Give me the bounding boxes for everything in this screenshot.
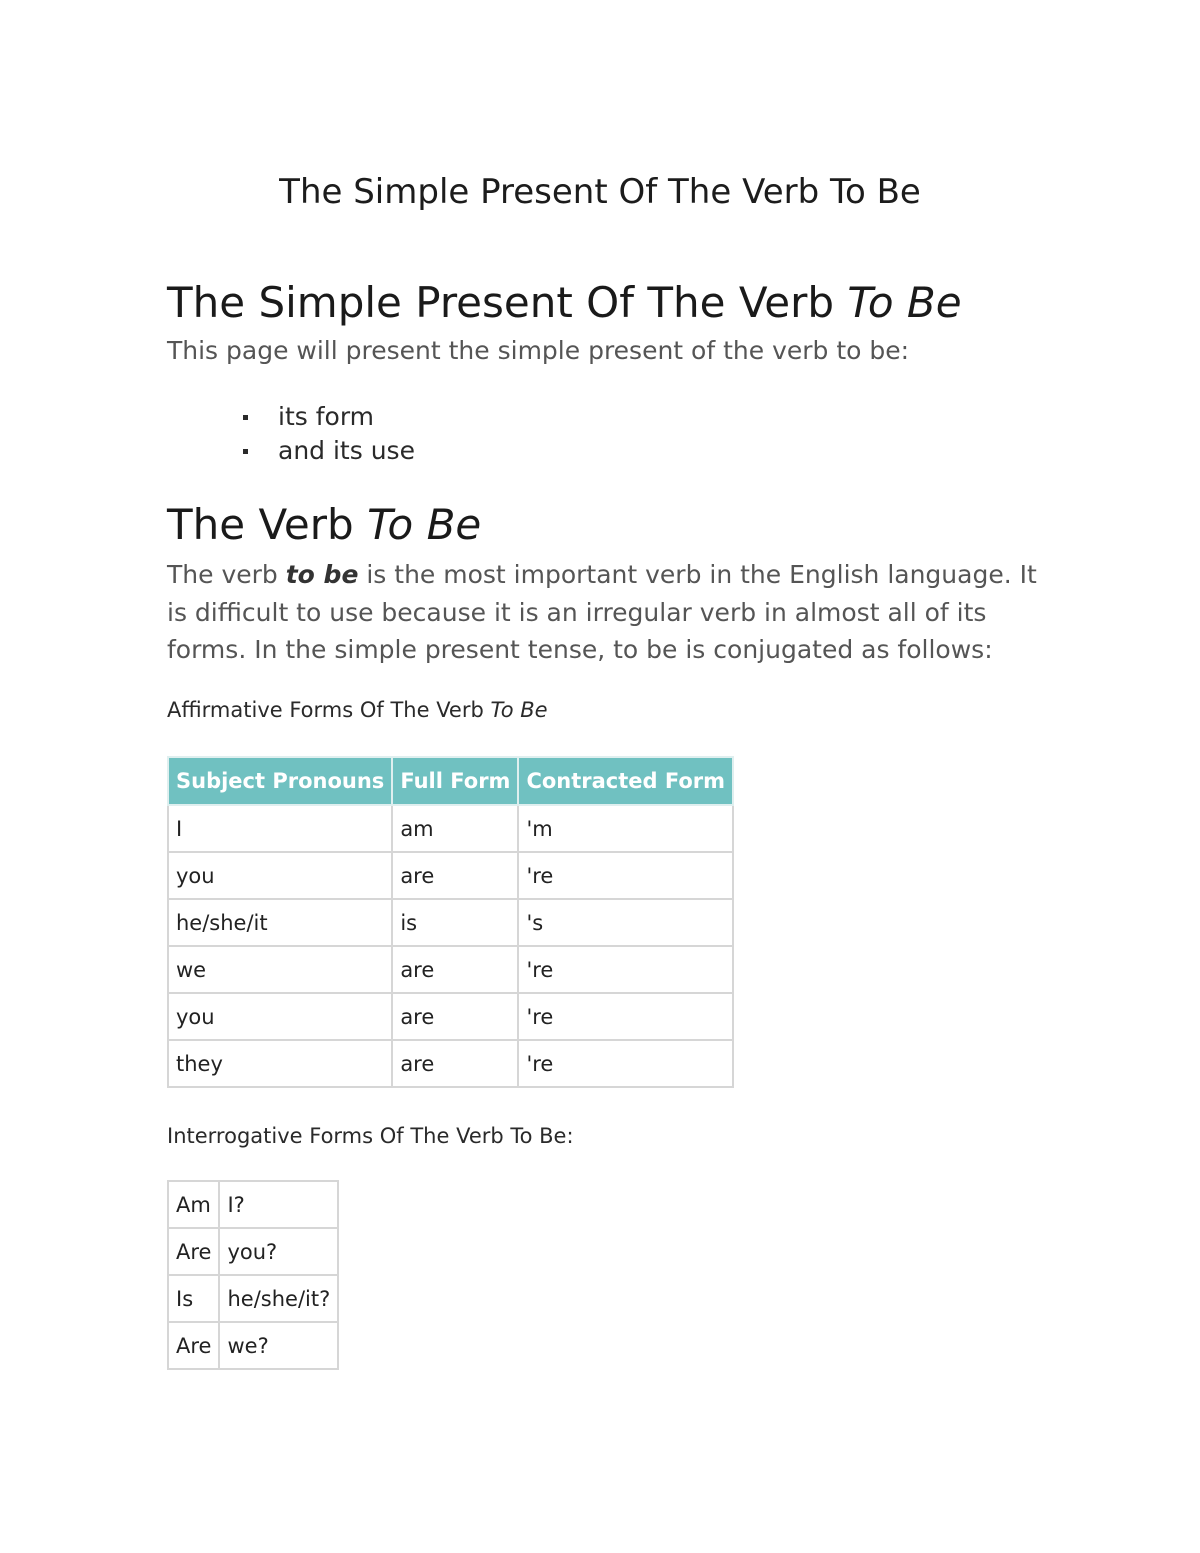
table-cell: is xyxy=(392,899,518,946)
table-cell: are xyxy=(392,946,518,993)
section-heading xyxy=(167,500,481,549)
list-item xyxy=(240,434,415,468)
table-cell: 're xyxy=(518,993,733,1040)
table-row xyxy=(168,899,733,946)
paragraph-after: is the most important verb in the English language. It is difficult to use because it is an irregular verb in almost all of its forms. In the simple present tense, to be is conjugated as follows: xyxy=(167,560,1037,664)
affirmative-table xyxy=(167,756,734,1088)
table-cell: Am xyxy=(168,1181,219,1228)
table-row xyxy=(168,993,733,1040)
main-heading-text: The Simple Present Of The Verb xyxy=(167,278,848,327)
table-row xyxy=(168,1181,338,1228)
table-row xyxy=(168,1322,338,1369)
table-cell: I xyxy=(168,805,392,852)
table-cell: 's xyxy=(518,899,733,946)
page-title: The Simple Present Of The Verb To Be xyxy=(279,172,921,212)
paragraph-emphasis: to be xyxy=(285,560,359,589)
table-cell: Are xyxy=(168,1322,219,1369)
table-cell: 're xyxy=(518,946,733,993)
table-row xyxy=(168,1275,338,1322)
table-cell: he/she/it xyxy=(168,899,392,946)
table-cell: we xyxy=(168,946,392,993)
table-cell: 'm xyxy=(518,805,733,852)
column-header-contracted: Contracted Form xyxy=(518,757,733,805)
bullet-list xyxy=(240,400,415,468)
main-heading-italic: To Be xyxy=(847,278,962,327)
table-cell: am xyxy=(392,805,518,852)
table-cell: they xyxy=(168,1040,392,1087)
bullet-icon xyxy=(243,449,248,454)
table-cell: are xyxy=(392,1040,518,1087)
table-row xyxy=(168,805,733,852)
affirmative-caption-italic: To Be xyxy=(490,698,548,722)
main-heading xyxy=(167,278,962,327)
column-header-subject: Subject Pronouns xyxy=(168,757,392,805)
table-header-row xyxy=(168,757,733,805)
table-cell: you? xyxy=(219,1228,338,1275)
section-heading-text: The Verb xyxy=(167,500,368,549)
body-paragraph xyxy=(167,556,1047,669)
affirmative-caption xyxy=(167,698,548,722)
interrogative-table xyxy=(167,1180,339,1370)
table-cell: we? xyxy=(219,1322,338,1369)
table-cell: are xyxy=(392,852,518,899)
table-cell: I? xyxy=(219,1181,338,1228)
column-header-full: Full Form xyxy=(392,757,518,805)
table-row xyxy=(168,1040,733,1087)
table-cell: are xyxy=(392,993,518,1040)
table-cell: 're xyxy=(518,1040,733,1087)
list-item xyxy=(240,400,415,434)
interrogative-caption: Interrogative Forms Of The Verb To Be: xyxy=(167,1124,574,1148)
table-cell: you xyxy=(168,993,392,1040)
paragraph-before: The verb xyxy=(167,560,286,589)
table-cell: he/she/it? xyxy=(219,1275,338,1322)
table-row xyxy=(168,1228,338,1275)
table-row xyxy=(168,852,733,899)
list-item-label: and its use xyxy=(278,436,415,465)
affirmative-caption-text: Affirmative Forms Of The Verb xyxy=(167,698,491,722)
table-cell: 're xyxy=(518,852,733,899)
intro-text: This page will present the simple present of the verb to be: xyxy=(167,336,910,365)
table-row xyxy=(168,946,733,993)
bullet-icon xyxy=(243,415,248,420)
section-heading-italic: To Be xyxy=(367,500,482,549)
table-cell: Are xyxy=(168,1228,219,1275)
table-cell: Is xyxy=(168,1275,219,1322)
table-cell: you xyxy=(168,852,392,899)
list-item-label: its form xyxy=(278,402,375,431)
